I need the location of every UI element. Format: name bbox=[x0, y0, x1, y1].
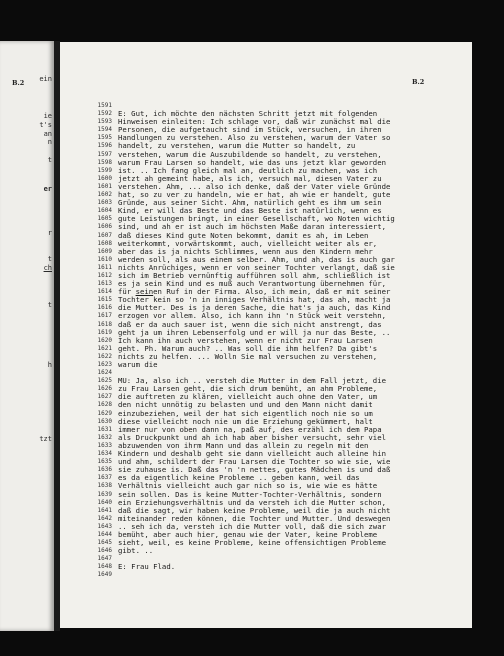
transcript-line: abzuwenden von ihrm Mann und das allein zu regeln mit den bbox=[118, 440, 369, 450]
line-number: 1624 bbox=[97, 369, 112, 377]
line-number-column bbox=[92, 102, 112, 580]
left-page-fragment: t's bbox=[39, 121, 52, 129]
line-number: 1638 bbox=[97, 482, 112, 490]
line-number: 1605 bbox=[97, 215, 112, 223]
line-number: 1648 bbox=[97, 563, 112, 571]
line-number: 1613 bbox=[97, 280, 112, 288]
transcript-line: erzogen vor allem. Also, ich kann ihn 'n Stück weit verstehn, bbox=[118, 311, 386, 321]
transcript-line: handelt, zu verstehen, warum die Mutter so handelt, zu bbox=[118, 141, 356, 151]
line-number: 1632 bbox=[97, 433, 112, 441]
transcript-line: daß die sagt, wir haben keine Probleme, weil die ja auch nicht bbox=[118, 505, 391, 515]
line-number: 1640 bbox=[97, 498, 112, 506]
line-number: 1629 bbox=[97, 409, 112, 417]
line-number: 1644 bbox=[97, 530, 112, 538]
transcript-line: sie zuhause is. Daß das 'n 'n nettes, gutes Mädchen is und daß bbox=[118, 465, 391, 475]
line-number: 1609 bbox=[97, 247, 112, 255]
transcript-line: die Mutter. Des is ja deren Sache, die hat's ja auch, das Kind bbox=[118, 303, 391, 313]
transcript-line: es da eigentlich keine Probleme .. geben kann, weil das bbox=[118, 473, 360, 483]
dark-background-right bbox=[472, 42, 504, 628]
left-page-fragment: t bbox=[47, 255, 52, 263]
left-page-fragment: t bbox=[47, 156, 52, 164]
transcript-line: Personen, die aufgetaucht sind im Stück, versuchen, in ihren bbox=[118, 125, 382, 135]
left-page-fragment: er bbox=[43, 185, 52, 193]
transcript-line: es ja sein Kind und es muß auch Verantwortung übernehmen für, bbox=[118, 279, 386, 289]
line-number: 1647 bbox=[97, 555, 112, 563]
transcript-line: MU: Ja, also ich .. versteh die Mutter in dem Fall jetzt, die bbox=[118, 376, 386, 386]
transcript-line: Hinweisen einleiten: Ich schlage vor, daß wir zunächst mal die bbox=[118, 117, 391, 127]
line-number: 1634 bbox=[97, 450, 112, 458]
line-number: 1622 bbox=[97, 352, 112, 360]
line-number: 1592 bbox=[97, 110, 112, 118]
transcript-line: und ahm, schildert der Frau Larsen die Tochter so wie sie, wie bbox=[118, 457, 391, 467]
line-number: 1621 bbox=[97, 344, 112, 352]
line-number: 1603 bbox=[97, 199, 112, 207]
line-number: 1591 bbox=[97, 102, 112, 109]
line-number: 1633 bbox=[97, 441, 112, 449]
transcript-line: den nicht unnötig zu belasten und und den Mann nicht damit bbox=[118, 400, 373, 410]
line-number: 1637 bbox=[97, 474, 112, 482]
transcript-line: verstehen, warum die Auszubildende so handelt, zu verstehen, bbox=[118, 149, 382, 159]
transcript-line: warum Frau Larsen so handelt, wie das uns jetzt klar geworden bbox=[118, 157, 386, 167]
left-page-fragment: ch bbox=[43, 264, 52, 272]
transcript-line bbox=[118, 571, 395, 579]
line-number: 1618 bbox=[97, 320, 112, 328]
line-number: 1594 bbox=[97, 126, 112, 134]
transcript-line: daß dieses Kind gute Noten bekommt, damit es ah, im Leben bbox=[118, 230, 369, 240]
line-number: 1635 bbox=[97, 458, 112, 466]
right-page bbox=[60, 42, 472, 628]
left-page-fragment: an bbox=[43, 130, 52, 138]
transcript-line: für seinen Ruf in der Firma. Also, ich mein, daß er mit seiner bbox=[118, 287, 391, 297]
transcript-line: Handlungen zu verstehen. Also zu verstehen, warum der Vater so bbox=[118, 133, 391, 143]
line-number: 1610 bbox=[97, 255, 112, 263]
transcript-line: zu Frau Larsen geht, die sich drum bemüht, an ahm Probleme, bbox=[118, 384, 378, 394]
transcript-line: Tochter kein so 'n in inniges Verhältnis hat, das ah, macht ja bbox=[118, 295, 391, 305]
line-number: 1593 bbox=[97, 118, 112, 126]
line-number: 1617 bbox=[97, 312, 112, 320]
transcript-line: daß er da auch sauer ist, wenn die sich nicht anstrengt, das bbox=[118, 319, 382, 329]
left-page-fragment: ein bbox=[39, 75, 52, 83]
line-number: 1599 bbox=[97, 166, 112, 174]
transcript-line: als Druckpunkt und ah ich hab aber bisher versucht, sehr viel bbox=[118, 432, 386, 442]
transcript-line: weiterkommt, vorwärtskommt, auch, vielleicht weiter als er, bbox=[118, 238, 378, 248]
transcript-line: nichts Anrüchiges, wenn er von seiner Tochter verlangt, daß sie bbox=[118, 262, 395, 272]
transcript-line: einzubeziehen, weil der hat sich eigentlich noch nie so um bbox=[118, 408, 373, 418]
line-number: 1627 bbox=[97, 393, 112, 401]
line-number: 1641 bbox=[97, 506, 112, 514]
transcript-line: die auftreten zu klären, vielleicht auch ohne den Vater, um bbox=[118, 392, 378, 402]
transcript-line: gibt. .. bbox=[118, 546, 154, 556]
line-number: 1615 bbox=[97, 296, 112, 304]
line-number: 1611 bbox=[97, 263, 112, 271]
transcript-line: nichts zu helfen. ... Wolln Sie mal versuchen zu verstehen, bbox=[118, 351, 378, 361]
line-number: 1602 bbox=[97, 191, 112, 199]
transcript-line: Gründe, aus seiner Sicht. Ahm, natürlich geht es ihm um sein bbox=[118, 198, 382, 208]
line-number: 1604 bbox=[97, 207, 112, 215]
line-number: 1595 bbox=[97, 134, 112, 142]
line-number: 1620 bbox=[97, 336, 112, 344]
transcript-line: gute Leistungen bringt, in einer Gesellschaft, wo Noten wichtig bbox=[118, 214, 395, 224]
transcript-line: .. seh ich da, versteh ich die Mutter voll, daß die sich zwar bbox=[118, 521, 386, 531]
transcript-line: Kind, er will das Beste und das Beste ist natürlich, wenn es bbox=[118, 206, 382, 216]
line-number: 1597 bbox=[97, 150, 112, 158]
transcript-line: verstehen. Ahm, ... also ich denke, daß der Vater viele Gründe bbox=[118, 181, 391, 191]
line-number: 1642 bbox=[97, 514, 112, 522]
transcript-line: sein sollen. Das is keine Mutter-Tochter-Verhältnis, sondern bbox=[118, 489, 382, 499]
transcript-line: sieht, weil, es keine Probleme, keine offensichtigen Probleme bbox=[118, 538, 386, 548]
line-number: 1623 bbox=[97, 361, 112, 368]
line-number: 1645 bbox=[97, 539, 112, 547]
line-number: 1639 bbox=[97, 490, 112, 498]
transcript-line: geht ja um ihren Lebenserfolg und er will ja nur das Beste, .. bbox=[118, 327, 391, 337]
left-page-fragment: h bbox=[47, 361, 52, 369]
transcript-line: aber das is ja nichts Schlimmes, wenn aus den Kindern mehr bbox=[118, 246, 373, 256]
left-page-fragment: r bbox=[47, 229, 52, 237]
line-number: 1598 bbox=[97, 158, 112, 166]
line-number: 1628 bbox=[97, 401, 112, 409]
transcript-line: sich im Betrieb vernünftig aufführen soll ahm, schließlich ist bbox=[118, 270, 391, 280]
line-number: 1608 bbox=[97, 239, 112, 247]
line-number: 1607 bbox=[97, 231, 112, 239]
line-number: 1612 bbox=[97, 271, 112, 279]
transcript-line: immer nur von oben dann na, paß auf, des erzähl ich dem Papa bbox=[118, 424, 382, 434]
left-page-fragment: n bbox=[47, 138, 52, 146]
transcript-line: ein Erziehungsverhältnis und da versteh ich die Mutter schon, bbox=[118, 497, 386, 507]
transcript-text bbox=[118, 102, 395, 580]
line-number: 1600 bbox=[97, 174, 112, 182]
line-number: 1631 bbox=[97, 425, 112, 433]
line-number: 1649 bbox=[97, 571, 112, 579]
line-number: 1643 bbox=[97, 522, 112, 530]
line-number: 1616 bbox=[97, 304, 112, 312]
line-number: 1636 bbox=[97, 466, 112, 474]
transcript-line: ist. .. Ich fang gleich mal an, deutlich zu machen, was ich bbox=[118, 165, 378, 175]
line-number: 1614 bbox=[97, 288, 112, 296]
line-number: 1625 bbox=[97, 377, 112, 385]
transcript-line: miteinander reden können, die Tochter und Mutter. Und deswegen bbox=[118, 513, 391, 523]
transcript-line: jetzt ah gemeint habe, als ich, versuch mal, diesen Vater zu bbox=[118, 173, 382, 183]
transcript-line: werden soll, als aus einem selber. Ahm, und ah, das is auch gar bbox=[118, 254, 395, 264]
line-number: 1606 bbox=[97, 223, 112, 231]
left-page-fragment: tzt bbox=[39, 435, 52, 443]
left-page-fragment: ie bbox=[43, 112, 52, 120]
line-number: 1601 bbox=[97, 182, 112, 190]
transcript-line: hat, so zu ver zu handeln, wie er hat, ah wie er handelt, gute bbox=[118, 190, 391, 200]
line-number: 1646 bbox=[97, 547, 112, 555]
left-page-fragment: t bbox=[47, 301, 52, 309]
left-section-label: B.2 bbox=[12, 79, 25, 87]
line-number: 1630 bbox=[97, 417, 112, 425]
transcript-line: warum die bbox=[118, 360, 158, 369]
transcript-line: E: Gut, ich möchte den nächsten Schritt jetzt mit folgenden bbox=[118, 109, 378, 119]
line-number: 1619 bbox=[97, 328, 112, 336]
transcript-line: Ich kann ihn auch verstehen, wenn er nicht zur Frau Larsen bbox=[118, 335, 373, 345]
transcript-line: sind, und ah er ist auch im höchsten Maße daran interessiert, bbox=[118, 222, 386, 232]
transcript-line: E: Frau Flad. bbox=[118, 562, 176, 572]
left-page bbox=[0, 41, 54, 631]
line-number: 1596 bbox=[97, 142, 112, 150]
line-number: 1626 bbox=[97, 385, 112, 393]
transcript-line: geht. Ph. Warum auch? .. Was soll die ihm helfen? Da gibt's bbox=[118, 343, 378, 353]
right-section-label: B.2 bbox=[412, 78, 425, 86]
transcript-line: Verhältnis vielleicht auch gar nich so is, wie wie es hätte bbox=[118, 481, 378, 491]
transcript-line: Kindern und deshalb geht sie dann vielleicht auch alleine hin bbox=[118, 449, 386, 459]
transcript-line: bemüht, aber auch hier, genau wie der Vater, keine Probleme bbox=[118, 529, 378, 539]
transcript-line: diese vielleicht noch nie um die Erziehung gekümmert, halt bbox=[118, 416, 373, 426]
